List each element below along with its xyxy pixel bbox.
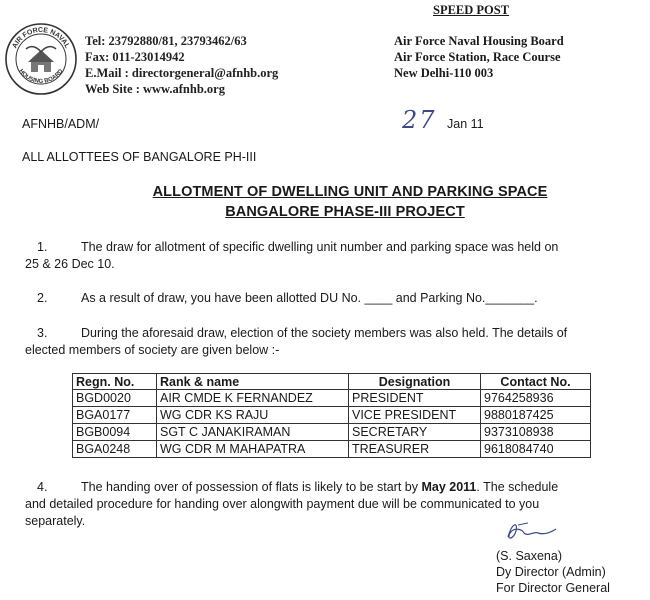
svg-text:AIR FORCE NAVAL: AIR FORCE NAVAL bbox=[11, 26, 71, 50]
regn-no-cell: BGD0020 bbox=[73, 390, 157, 407]
designation-cell: VICE PRESIDENT bbox=[349, 407, 481, 424]
signatory-name: (S. Saxena) bbox=[496, 549, 563, 563]
designation-cell: TREASURER bbox=[349, 441, 481, 458]
rank-name-cell: SGT C JANAKIRAMAN bbox=[157, 424, 349, 441]
date-month-year: Jan 11 bbox=[447, 117, 484, 131]
table-row bbox=[73, 407, 591, 424]
contact-no-cell: 9618084740 bbox=[481, 441, 591, 458]
designation-cell: SECRETARY bbox=[349, 424, 481, 441]
contact-no-cell: 9373108938 bbox=[481, 424, 591, 441]
signatory-block bbox=[496, 548, 610, 596]
paragraph-number: 2. bbox=[37, 291, 48, 305]
signatory-for: For Director General bbox=[496, 581, 610, 595]
afnhb-emblem-logo bbox=[4, 22, 78, 96]
regn-no-cell: BGA0248 bbox=[73, 441, 157, 458]
regn-no-cell: BGB0094 bbox=[73, 424, 157, 441]
table-row bbox=[73, 424, 591, 441]
telephone-numbers: Tel: 23792880/81, 23793462/63 bbox=[85, 34, 247, 48]
handover-date: May 2011 bbox=[421, 480, 477, 494]
paragraph-number: 4. bbox=[37, 480, 48, 494]
email-address: E.Mail : directorgeneral@afnhb.org bbox=[85, 66, 279, 80]
address-line-1: Air Force Naval Housing Board bbox=[394, 34, 564, 48]
paragraph-text: The draw for allotment of specific dwelling unit number and parking space was held on bbox=[81, 240, 559, 254]
society-members-table bbox=[72, 373, 591, 458]
paragraph-2 bbox=[37, 290, 627, 307]
column-header-rank-name: Rank & name bbox=[157, 374, 349, 390]
address-line-2: Air Force Station, Race Course bbox=[394, 50, 561, 64]
column-header-designation: Designation bbox=[349, 374, 481, 390]
reference-number: AFNHB/ADM/ bbox=[22, 117, 100, 131]
contact-details bbox=[85, 33, 278, 97]
paragraph-number: 1. bbox=[37, 240, 48, 254]
address-line-3: New Delhi-110 003 bbox=[394, 66, 494, 80]
contact-no-cell: 9880187425 bbox=[481, 407, 591, 424]
website-address: Web Site : www.afnhb.org bbox=[85, 82, 225, 96]
subject-heading-line-1: ALLOTMENT OF DWELLING UNIT AND PARKING SPACE bbox=[152, 184, 548, 200]
paragraph-text: 25 & 26 Dec 10. bbox=[25, 257, 115, 271]
table-row bbox=[73, 441, 591, 458]
paragraph-text: The handing over of possession of flats is likely to be start by bbox=[81, 480, 422, 494]
regn-no-cell: BGA0177 bbox=[73, 407, 157, 424]
paragraph-number: 3. bbox=[37, 326, 48, 340]
paragraph-text: and detailed procedure for handing over alongwith payment due will be communicated to you bbox=[25, 497, 540, 511]
rank-name-cell: WG CDR M MAHAPATRA bbox=[157, 441, 349, 458]
subject-heading-line-2: BANGALORE PHASE-III PROJECT bbox=[225, 204, 465, 220]
paragraph-3 bbox=[25, 325, 627, 359]
contact-no-cell: 9764258936 bbox=[481, 390, 591, 407]
speed-post-label: SPEED POST bbox=[433, 3, 510, 17]
svg-text:HOUSING BOARD: HOUSING BOARD bbox=[17, 68, 65, 85]
addressee-line: ALL ALLOTTEES OF BANGALORE PH-III bbox=[22, 150, 257, 164]
paragraph-1 bbox=[25, 239, 627, 273]
designation-cell: PRESIDENT bbox=[349, 390, 481, 407]
paragraph-text: During the aforesaid draw, election of the society members was also held. The details of bbox=[81, 326, 568, 340]
handwritten-date-day: 27 bbox=[402, 106, 437, 134]
table-row bbox=[73, 390, 591, 407]
table-header-row bbox=[73, 374, 591, 390]
signatory-title: Dy Director (Admin) bbox=[496, 565, 606, 579]
column-header-regn-no: Regn. No. bbox=[73, 374, 157, 390]
rank-name-cell: AIR CMDE K FERNANDEZ bbox=[157, 390, 349, 407]
rank-name-cell: WG CDR KS RAJU bbox=[157, 407, 349, 424]
fax-number: Fax: 011-23014942 bbox=[85, 50, 185, 64]
paragraph-text: . The schedule bbox=[476, 480, 559, 494]
sender-address bbox=[394, 33, 564, 81]
handwritten-signature bbox=[498, 517, 560, 545]
paragraph-text: elected members of society are given below :- bbox=[25, 343, 280, 357]
paragraph-text: As a result of draw, you have been allotted DU No. ____ and Parking No._______. bbox=[81, 291, 538, 305]
column-header-contact-no: Contact No. bbox=[481, 374, 591, 390]
paragraph-text: separately. bbox=[25, 514, 86, 528]
